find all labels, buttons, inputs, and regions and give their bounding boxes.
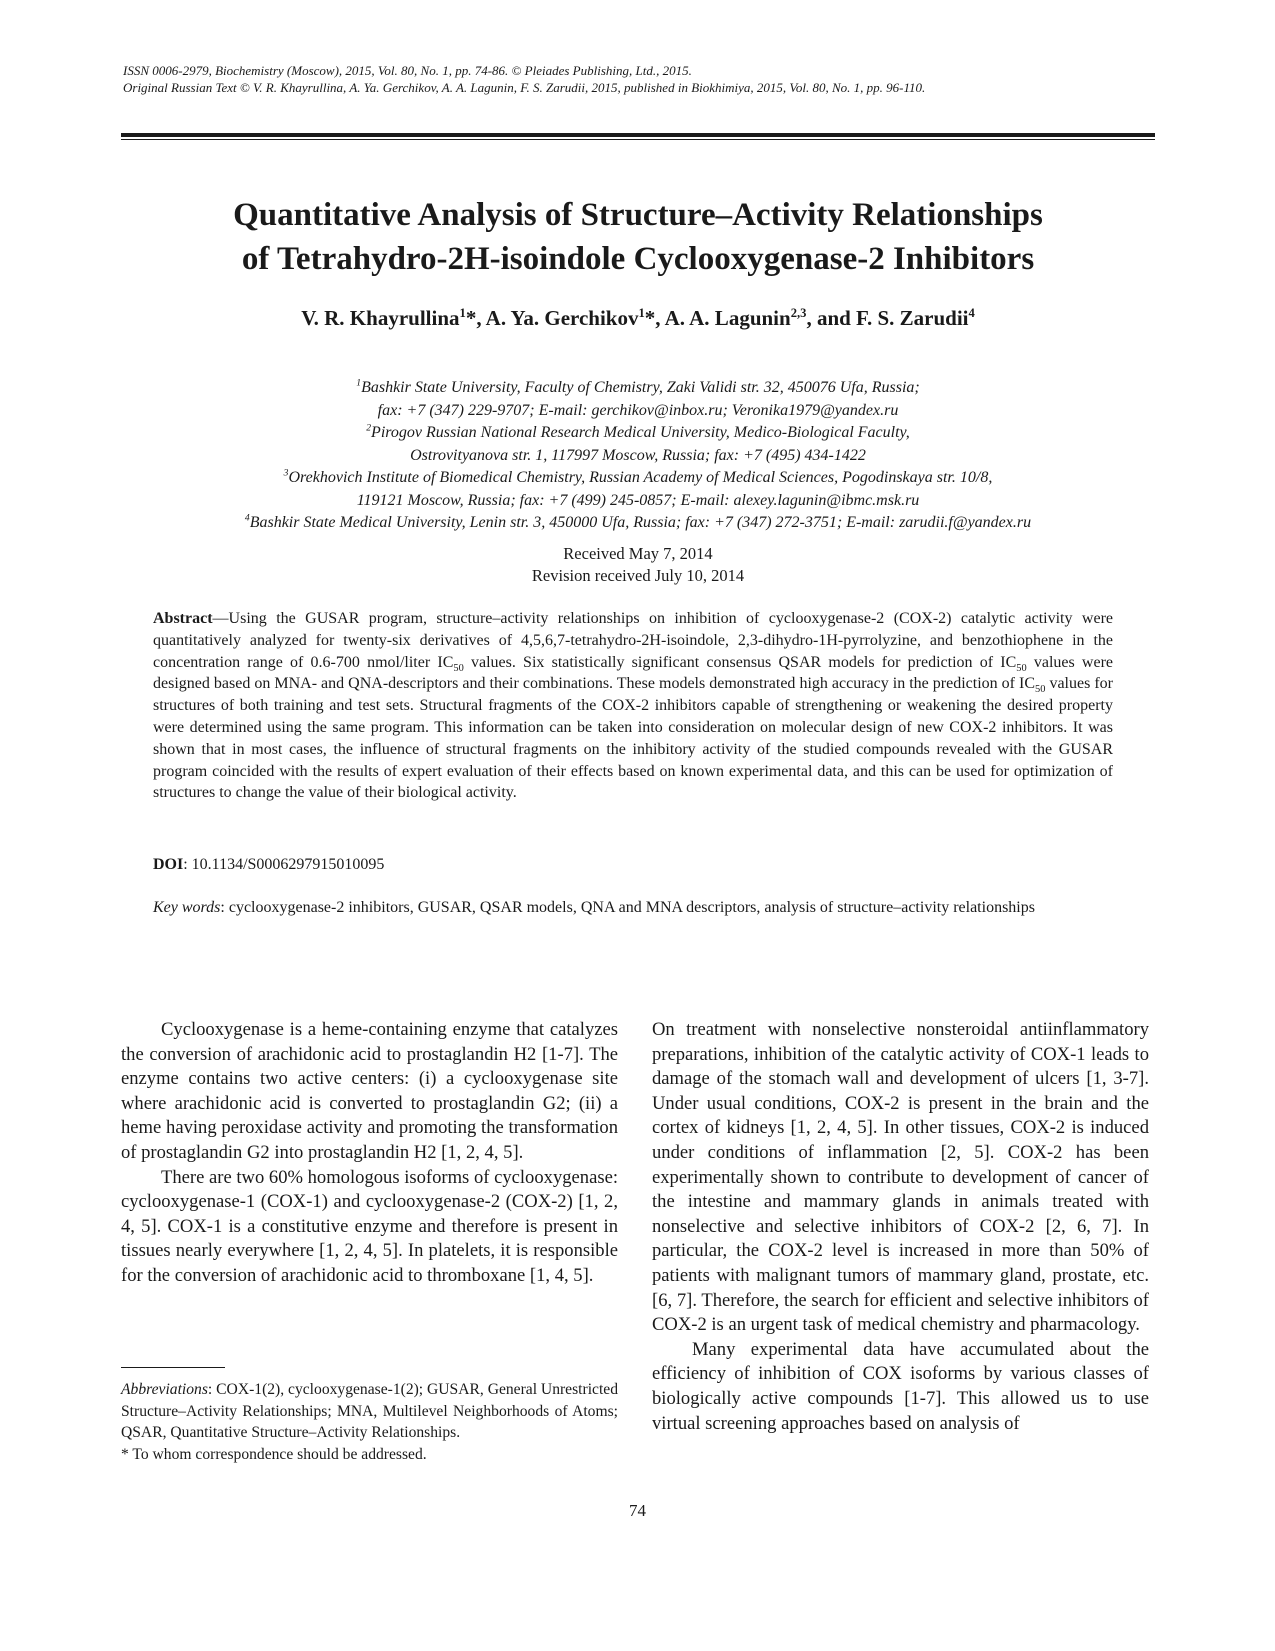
footnotes <box>121 1379 618 1465</box>
affiliation-line: fax: +7 (347) 229-9707; E-mail: gerchikov@inbox.ru; Veronika1979@yandex.ru <box>377 401 899 419</box>
running-header <box>123 62 1163 96</box>
abbreviations-text: : COX-1(2), cyclooxygenase-1(2); GUSAR, General Unrestricted Structure–Activity Relationships; MNA, Multilevel Neighborhoods of Atoms; QSAR, Quantitative Structure–Activity Relationships. <box>121 1381 619 1442</box>
doi-label: DOI <box>153 856 184 873</box>
author-affil-mark: 1 <box>459 306 466 320</box>
affiliation-mark: 1 <box>356 377 362 389</box>
abstract-text: values for structures of both training and test sets. Structural fragments of the COX-2 inhibitors capable of strengthening or weakening the desired property were determined using the same program. This information can be taken into consideration on molecular design of new COX-2 inhibitors. It was shown that in most cases, the influence of structural fragments on the inhibitory activity of the studied compounds revealed with the GUSAR program coincided with the results of expert evaluation of their effects based on known experimental data, and this can be used for optimization of structures to change the value of their biological activity. <box>153 675 1114 802</box>
header-rule-thick <box>121 133 1155 137</box>
affiliation-line: Ostrovityanova str. 1, 117997 Moscow, Russia; fax: +7 (495) 434-1422 <box>410 446 866 464</box>
footnote-rule <box>121 1367 225 1368</box>
revision-date: Revision received July 10, 2014 <box>531 566 745 585</box>
title-line-2: of Tetrahydro-2H-isoindole Cyclooxygenase-2 Inhibitors <box>241 241 1035 277</box>
subscript: 50 <box>453 662 464 674</box>
header-rule-thin <box>121 139 1155 140</box>
author-affil-mark: 1 <box>638 306 645 320</box>
doi <box>153 854 1113 876</box>
affiliation-line <box>121 422 1155 445</box>
received-dates <box>121 543 1155 587</box>
subscript: 50 <box>1035 684 1046 696</box>
affiliation-text: Orekhovich Institute of Biomedical Chemistry, Russian Academy of Medical Sciences, Pogodinskaya str. 10/8, <box>288 469 993 486</box>
affiliation-mark: 4 <box>244 512 250 524</box>
author-name: , and F. S. Zarudii <box>806 306 969 330</box>
abbreviations-label: Abbreviations <box>121 1381 208 1398</box>
affiliation-mark: 2 <box>366 422 372 434</box>
subscript: 50 <box>1016 662 1027 674</box>
title-line-1: Quantitative Analysis of Structure–Activity Relationships <box>233 197 1043 233</box>
header-line-1: ISSN 0006-2979, Biochemistry (Moscow), 2015, Vol. 80, No. 1, pp. 74-86. © Pleiades Publishing, Ltd., 2015. <box>123 63 692 78</box>
doi-value: : 10.1134/S0006297915010095 <box>183 856 385 873</box>
affiliation-text: Bashkir State Medical University, Lenin str. 3, 450000 Ufa, Russia; fax: +7 (347) 272-3751; E-mail: zarudii.f@yandex.ru <box>249 514 1032 531</box>
affiliation-text: Pirogov Russian National Research Medical University, Medico-Biological Faculty, <box>371 424 910 441</box>
header-line-2: Original Russian Text © V. R. Khayrullina, A. Ya. Gerchikov, A. A. Lagunin, F. S. Zarudii, 2015, published in Biokhimiya, 2015, Vol. 80, No. 1, pp. 96-110. <box>123 80 926 95</box>
paragraph: Many experimental data have accumulated about the efficiency of inhibition of COX isoforms by various classes of biologically active compounds [1-7]. This allowed us to use virtual screening approaches based on analysis of <box>652 1338 1149 1434</box>
abstract-text: values were designed based on MNA- and QNA-descriptors and their combinations. These models demonstrated high accuracy in the prediction of IC <box>153 653 1114 693</box>
affiliation-line <box>121 467 1155 490</box>
author-name: *, A. Ya. Gerchikov <box>465 306 639 330</box>
page-number: 74 <box>629 1501 646 1520</box>
paragraph: Cyclooxygenase is a heme-containing enzyme that catalyzes the conversion of arachidonic acid to prostaglandin H2 [1-7]. The enzyme contains two active centers: (i) a cyclooxygenase site where arachidonic acid is converted to prostaglandin G2; (ii) a heme having peroxidase activity and promoting the transformation of prostaglandin G2 into prostaglandin H2 [1, 2, 4, 5]. <box>121 1019 618 1163</box>
paragraph: On treatment with nonselective nonsteroidal antiinflammatory preparations, inhibition of the catalytic activity of COX-1 leads to damage of the stomach wall and development of ulcers [1, 3-7]. Under usual conditions, COX-2 is present in the brain and the cortex of kidneys [1, 2, 4, 5]. In other tissues, COX-2 is induced under conditions of inflammation [2, 5]. COX-2 has been experimentally shown to contribute to development of cancer of the intestine and mammary glands in animals treated with nonselective and selective inhibitors of COX-2 [2, 6, 7]. In particular, the COX-2 level is increased in more than 50% of patients with malignant tumors of mammary gland, prostate, etc. [6, 7]. Therefore, the search for efficient and selective inhibitors of COX-2 is an urgent task of medical chemistry and pharmacology. <box>652 1019 1149 1336</box>
paper-title <box>121 193 1155 281</box>
affiliation-mark: 3 <box>283 467 289 479</box>
affiliation-text: Bashkir State University, Faculty of Chemistry, Zaki Validi str. 32, 450076 Ufa, Russia; <box>361 379 920 396</box>
abstract-text: —Using the GUSAR program, structure–activity relationships on inhibition of cyclooxygenase-2 (COX-2) catalytic activity were quantitatively analyzed for twenty-six derivatives of 4,5,6,7-tetrahydro-2H-isoindole, 2,3-dihydro-1H-pyrrolyzine, and benzothiophene in the concentration range of 0.6-700 nmol/liter IC <box>153 610 1113 671</box>
author-list <box>121 305 1155 331</box>
keywords-label: Key words <box>153 899 221 916</box>
affiliation-line <box>121 512 1155 535</box>
author-affil-mark: 4 <box>968 306 975 320</box>
author-name: *, A. A. Lagunin <box>644 306 791 330</box>
abbreviations-footnote <box>121 1379 618 1444</box>
correspondence-footnote: * To whom correspondence should be addressed. <box>121 1445 427 1463</box>
body-column-right <box>652 1018 1149 1436</box>
author-name: V. R. Khayrullina <box>301 306 460 330</box>
paragraph: There are two 60% homologous isoforms of cyclooxygenase: cyclooxygenase-1 (COX-1) and cyclooxygenase-2 (COX-2) [1, 2, 4, 5]. COX-1 is a constitutive enzyme and therefore is present in tissues nearly everywhere [1, 2, 4, 5]. In platelets, it is responsible for the conversion of arachidonic acid to thromboxane [1, 4, 5]. <box>121 1166 618 1286</box>
body-column-left <box>121 1018 618 1289</box>
affiliation-line <box>121 377 1155 400</box>
abstract <box>153 608 1113 804</box>
received-date: Received May 7, 2014 <box>563 544 713 563</box>
abstract-text: values. Six statistically significant consensus QSAR models for prediction of IC <box>463 653 1017 671</box>
author-affil-mark: 2,3 <box>790 306 807 320</box>
affiliations <box>121 377 1155 535</box>
keywords <box>153 897 1113 919</box>
affiliation-line: 119121 Moscow, Russia; fax: +7 (499) 245-0857; E-mail: alexey.lagunin@ibmc.msk.ru <box>356 491 920 509</box>
abstract-label: Abstract <box>153 610 213 627</box>
keywords-value: : cyclooxygenase-2 inhibitors, GUSAR, QSAR models, QNA and MNA descriptors, analysis of structure–activity relationships <box>220 899 1035 916</box>
